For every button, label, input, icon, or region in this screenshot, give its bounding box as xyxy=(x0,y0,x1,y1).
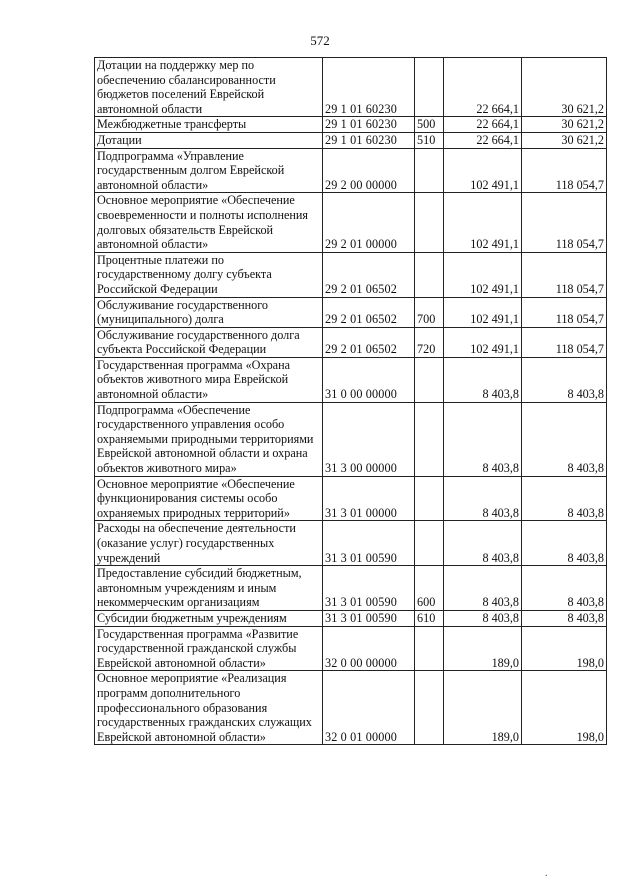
row-amount-year-2: 118 054,7 xyxy=(522,148,607,193)
budget-table-body xyxy=(95,58,607,745)
row-code: 29 1 01 60230 xyxy=(323,132,415,148)
row-name: Предоставление субсидий бюджетным, автономным учреждениям и иным некоммерческим организациям xyxy=(95,566,323,611)
row-amount-year-2: 118 054,7 xyxy=(522,193,607,252)
row-code: 31 3 01 00590 xyxy=(323,610,415,626)
row-amount-year-2: 8 403,8 xyxy=(522,476,607,521)
row-name: Государственная программа «Охрана объектов животного мира Еврейской автономной области» xyxy=(95,357,323,402)
row-amount-year-2: 8 403,8 xyxy=(522,610,607,626)
row-expense-type: 700 xyxy=(415,297,444,327)
row-expense-type xyxy=(415,58,444,117)
table-row xyxy=(95,327,607,357)
table-row xyxy=(95,566,607,611)
row-code: 29 1 01 60230 xyxy=(323,117,415,133)
row-amount-year-2: 118 054,7 xyxy=(522,297,607,327)
row-expense-type: 510 xyxy=(415,132,444,148)
row-amount-year-1: 102 491,1 xyxy=(444,252,522,297)
row-name: Подпрограмма «Управление государственным долгом Еврейской автономной области» xyxy=(95,148,323,193)
row-name: Обслуживание государственного долга субъекта Российской Федерации xyxy=(95,327,323,357)
row-expense-type xyxy=(415,671,444,745)
row-amount-year-1: 189,0 xyxy=(444,626,522,671)
table-row xyxy=(95,402,607,476)
row-code: 31 0 00 00000 xyxy=(323,357,415,402)
row-expense-type: 610 xyxy=(415,610,444,626)
row-amount-year-2: 30 621,2 xyxy=(522,117,607,133)
row-amount-year-2: 118 054,7 xyxy=(522,252,607,297)
row-name: Основное мероприятие «Обеспечение своевременности и полноты исполнения долговых обязательств Еврейской автономной области» xyxy=(95,193,323,252)
table-row xyxy=(95,671,607,745)
row-name: Обслуживание государственного (муниципального) долга xyxy=(95,297,323,327)
table-row xyxy=(95,117,607,133)
row-expense-type xyxy=(415,357,444,402)
row-code: 29 2 01 06502 xyxy=(323,297,415,327)
table-row xyxy=(95,357,607,402)
row-amount-year-1: 102 491,1 xyxy=(444,327,522,357)
row-name: Межбюджетные трансферты xyxy=(95,117,323,133)
row-code: 32 0 01 00000 xyxy=(323,671,415,745)
table-row xyxy=(95,626,607,671)
row-code: 31 3 01 00000 xyxy=(323,476,415,521)
row-expense-type xyxy=(415,626,444,671)
row-amount-year-1: 22 664,1 xyxy=(444,132,522,148)
row-expense-type xyxy=(415,193,444,252)
table-row xyxy=(95,132,607,148)
row-amount-year-1: 8 403,8 xyxy=(444,521,522,566)
table-row xyxy=(95,193,607,252)
row-name: Расходы на обеспечение деятельности (оказание услуг) государственных учреждений xyxy=(95,521,323,566)
row-amount-year-1: 8 403,8 xyxy=(444,402,522,476)
row-amount-year-2: 198,0 xyxy=(522,671,607,745)
row-amount-year-2: 118 054,7 xyxy=(522,327,607,357)
row-name: Субсидии бюджетным учреждениям xyxy=(95,610,323,626)
row-amount-year-2: 8 403,8 xyxy=(522,357,607,402)
row-amount-year-1: 8 403,8 xyxy=(444,610,522,626)
page-number: 572 xyxy=(310,33,330,48)
row-code: 32 0 00 00000 xyxy=(323,626,415,671)
row-amount-year-2: 198,0 xyxy=(522,626,607,671)
table-row xyxy=(95,476,607,521)
row-code: 29 2 01 06502 xyxy=(323,327,415,357)
row-code: 31 3 00 00000 xyxy=(323,402,415,476)
row-name: Основное мероприятие «Реализация программ дополнительного профессионального образования государственных гражданских служащих Еврейской автономной области» xyxy=(95,671,323,745)
row-expense-type: 500 xyxy=(415,117,444,133)
table-row xyxy=(95,521,607,566)
row-amount-year-2: 30 621,2 xyxy=(522,58,607,117)
row-amount-year-1: 8 403,8 xyxy=(444,566,522,611)
row-expense-type xyxy=(415,252,444,297)
row-code: 29 2 00 00000 xyxy=(323,148,415,193)
row-expense-type xyxy=(415,148,444,193)
row-amount-year-1: 22 664,1 xyxy=(444,58,522,117)
row-name: Дотации xyxy=(95,132,323,148)
row-expense-type xyxy=(415,476,444,521)
row-amount-year-2: 8 403,8 xyxy=(522,402,607,476)
table-row xyxy=(95,148,607,193)
row-amount-year-2: 8 403,8 xyxy=(522,566,607,611)
row-amount-year-1: 8 403,8 xyxy=(444,476,522,521)
table-row xyxy=(95,297,607,327)
table-row xyxy=(95,610,607,626)
row-amount-year-1: 22 664,1 xyxy=(444,117,522,133)
row-name: Подпрограмма «Обеспечение государственного управления особо охраняемыми природными территориями Еврейской автономной области и охрана объектов животного мира» xyxy=(95,402,323,476)
row-name: Процентные платежи по государственному долгу субъекта Российской Федерации xyxy=(95,252,323,297)
budget-table xyxy=(94,57,607,745)
row-code: 31 3 01 00590 xyxy=(323,566,415,611)
row-expense-type: 600 xyxy=(415,566,444,611)
row-code: 29 2 01 06502 xyxy=(323,252,415,297)
row-amount-year-1: 189,0 xyxy=(444,671,522,745)
table-row xyxy=(95,58,607,117)
row-name: Основное мероприятие «Обеспечение функционирования системы особо охраняемых природных территорий» xyxy=(95,476,323,521)
row-expense-type: 720 xyxy=(415,327,444,357)
row-amount-year-1: 102 491,1 xyxy=(444,297,522,327)
row-amount-year-2: 30 621,2 xyxy=(522,132,607,148)
row-expense-type xyxy=(415,521,444,566)
row-amount-year-2: 8 403,8 xyxy=(522,521,607,566)
table-row xyxy=(95,252,607,297)
row-amount-year-1: 102 491,1 xyxy=(444,193,522,252)
row-code: 29 2 01 00000 xyxy=(323,193,415,252)
row-amount-year-1: 102 491,1 xyxy=(444,148,522,193)
scan-mark: . xyxy=(545,868,548,879)
row-code: 29 1 01 60230 xyxy=(323,58,415,117)
row-amount-year-1: 8 403,8 xyxy=(444,357,522,402)
row-name: Дотации на поддержку мер по обеспечению сбалансированности бюджетов поселений Еврейской автономной области xyxy=(95,58,323,117)
row-name: Государственная программа «Развитие государственной гражданской службы Еврейской автономной области» xyxy=(95,626,323,671)
row-code: 31 3 01 00590 xyxy=(323,521,415,566)
row-expense-type xyxy=(415,402,444,476)
